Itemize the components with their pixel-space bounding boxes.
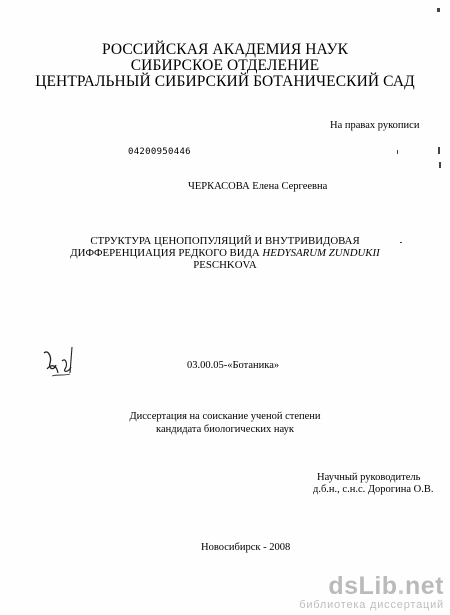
scan-speck <box>400 242 402 243</box>
author-name: ЧЕРКАСОВА Елена Сергеевна <box>188 181 328 192</box>
handwritten-mark <box>38 343 80 385</box>
degree-line2: кандидата биологических наук <box>156 424 294 435</box>
watermark-logo-dot: . <box>397 572 405 600</box>
title-line2-prefix: ДИФФЕРЕНЦИАЦИЯ РЕДКОГО ВИДА <box>70 247 263 259</box>
academy-name: РОССИЙСКАЯ АКАДЕМИЯ НАУК <box>101 41 349 58</box>
species-name: HEDYSARUM ZUNDUKII <box>262 247 380 259</box>
scan-speck <box>397 150 398 154</box>
watermark-logo-tld: net <box>405 572 444 600</box>
watermark <box>299 573 444 611</box>
watermark-logo <box>299 573 444 599</box>
scan-speck <box>438 147 440 154</box>
manuscript-rights-note: На правах рукописи <box>330 120 420 131</box>
degree-line1: Диссертация на соискание ученой степени <box>129 411 321 422</box>
watermark-subtitle: библиотека диссертаций <box>299 599 444 611</box>
branch-name: СИБИРСКОЕ ОТДЕЛЕНИЕ <box>130 57 320 74</box>
scan-speck <box>439 162 441 168</box>
dissertation-title-line2 <box>0 247 450 259</box>
watermark-logo-main: dsLib <box>328 572 398 600</box>
specialty-code: 03.00.05-«Ботаника» <box>187 360 280 371</box>
registration-number: 04200950446 <box>128 147 191 157</box>
city-year: Новосибирск - 2008 <box>201 542 291 553</box>
scan-speck <box>437 8 440 12</box>
advisor-label: Научный руководитель <box>317 472 421 483</box>
institution-name: ЦЕНТРАЛЬНЫЙ СИБИРСКИЙ БОТАНИЧЕСКИЙ САД <box>35 73 415 90</box>
advisor-name: д.б.н., с.н.с. Дорогина О.В. <box>313 484 434 495</box>
dissertation-title-line3: PESCHKOVA <box>193 259 257 271</box>
dissertation-title-line1: СТРУКТУРА ЦЕНОПОПУЛЯЦИЙ И ВНУТРИВИДОВАЯ <box>90 235 360 247</box>
